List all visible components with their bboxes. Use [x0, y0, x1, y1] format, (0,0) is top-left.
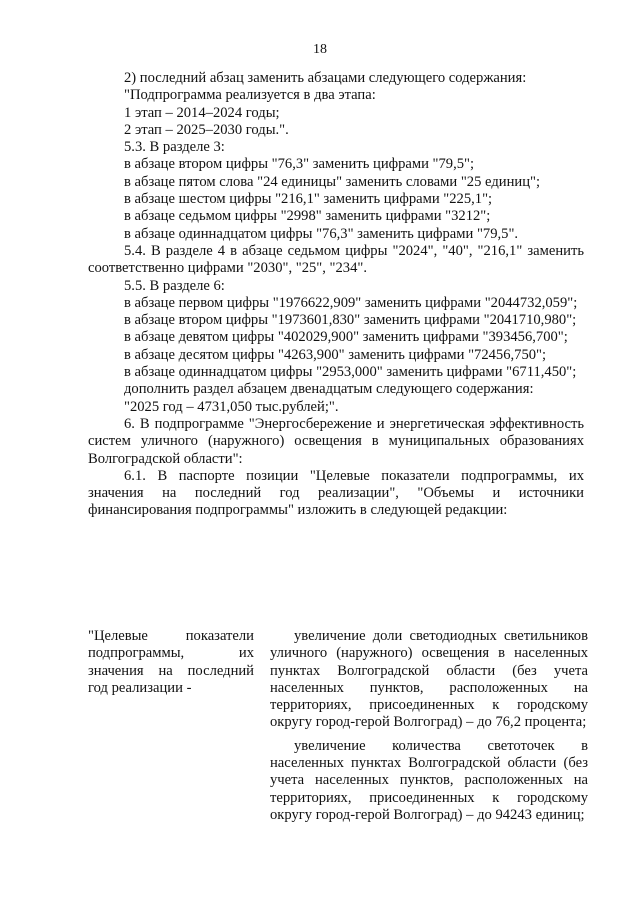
paragraph: в абзаце первом цифры "1976622,909" заменить цифрами "2044732,059";	[124, 294, 578, 311]
passport-label-cell	[88, 628, 254, 697]
paragraph: в абзаце девятом цифры "402029,900" заменить цифрами "393456,700";	[124, 329, 568, 346]
paragraph: в абзаце пятом слова "24 единицы" заменить словами "25 единиц";	[124, 173, 541, 190]
document-body	[88, 70, 584, 520]
paragraph: в абзаце десятом цифры "4263,900" заменить цифрами "72456,750";	[124, 346, 547, 363]
passport-value: увеличение количества светоточек в населенных пунктах Волгоградской области (без учета населенных пунктов, расположенных на территориях, присоединенных к городскому округу город-герой Волгоград) – до 94243 единиц;	[270, 737, 588, 823]
paragraph: 6. В подпрограмме "Энергосбережение и энергетическая эффективность систем уличного (наружного) освещения в муниципальных образованиях Волгоградской области":	[88, 415, 584, 467]
paragraph: 5.3. В разделе 3:	[124, 139, 225, 156]
paragraph: 2 этап – 2025–2030 годы.".	[124, 121, 289, 138]
paragraph: 5.5. В разделе 6:	[124, 277, 225, 294]
paragraph: 6.1. В паспорте позиции "Целевые показатели подпрограммы, их значения на последний год реализации", "Объемы и источники финансирования подпрограммы" изложить в следующей редакции:	[88, 467, 584, 519]
passport-value-cell	[270, 628, 588, 830]
paragraph: 2) последний абзац заменить абзацами следующего содержания:	[124, 70, 527, 86]
passport-value: увеличение доли светодиодных светильников уличного (наружного) освещения в населенных пунктах Волгоградской области (без учета населенных пунктов, расположенных на территориях, присоединенных к городскому округу город-герой Волгоград) – до 76,2 процента;	[270, 628, 588, 731]
paragraph: в абзаце шестом цифры "216,1" заменить цифрами "225,1";	[124, 191, 493, 208]
paragraph: в абзаце втором цифры "76,3" заменить цифрами "79,5";	[124, 156, 475, 173]
page-number: 18	[313, 42, 327, 57]
paragraph: в абзаце втором цифры "1973601,830" заменить цифрами "2041710,980";	[124, 312, 577, 329]
paragraph: "Подпрограмма реализуется в два этапа:	[124, 87, 376, 104]
paragraph: 1 этап – 2014–2024 годы;	[124, 104, 280, 121]
passport-label	[88, 628, 254, 697]
paragraph: в абзаце седьмом цифры "2998" заменить цифрами "3212";	[124, 208, 491, 225]
paragraph: "2025 год – 4731,050 тыс.рублей;".	[124, 398, 339, 415]
passport-label-text: "Целевые показатели подпрограммы, их значения на последний год реализации	[88, 628, 254, 696]
paragraph: в абзаце одиннадцатом цифры "76,3" заменить цифрами "79,5".	[124, 225, 519, 242]
paragraph: в абзаце одиннадцатом цифры "2953,000" заменить цифрами "6711,450";	[124, 364, 577, 381]
paragraph: 5.4. В разделе 4 в абзаце седьмом цифры "2024", "40", "216,1" заменить соответственно цифрами "2030", "25", "234".	[88, 242, 584, 277]
paragraph: дополнить раздел абзацем двенадцатым следующего содержания:	[124, 381, 534, 398]
passport-dash: -	[186, 679, 192, 696]
